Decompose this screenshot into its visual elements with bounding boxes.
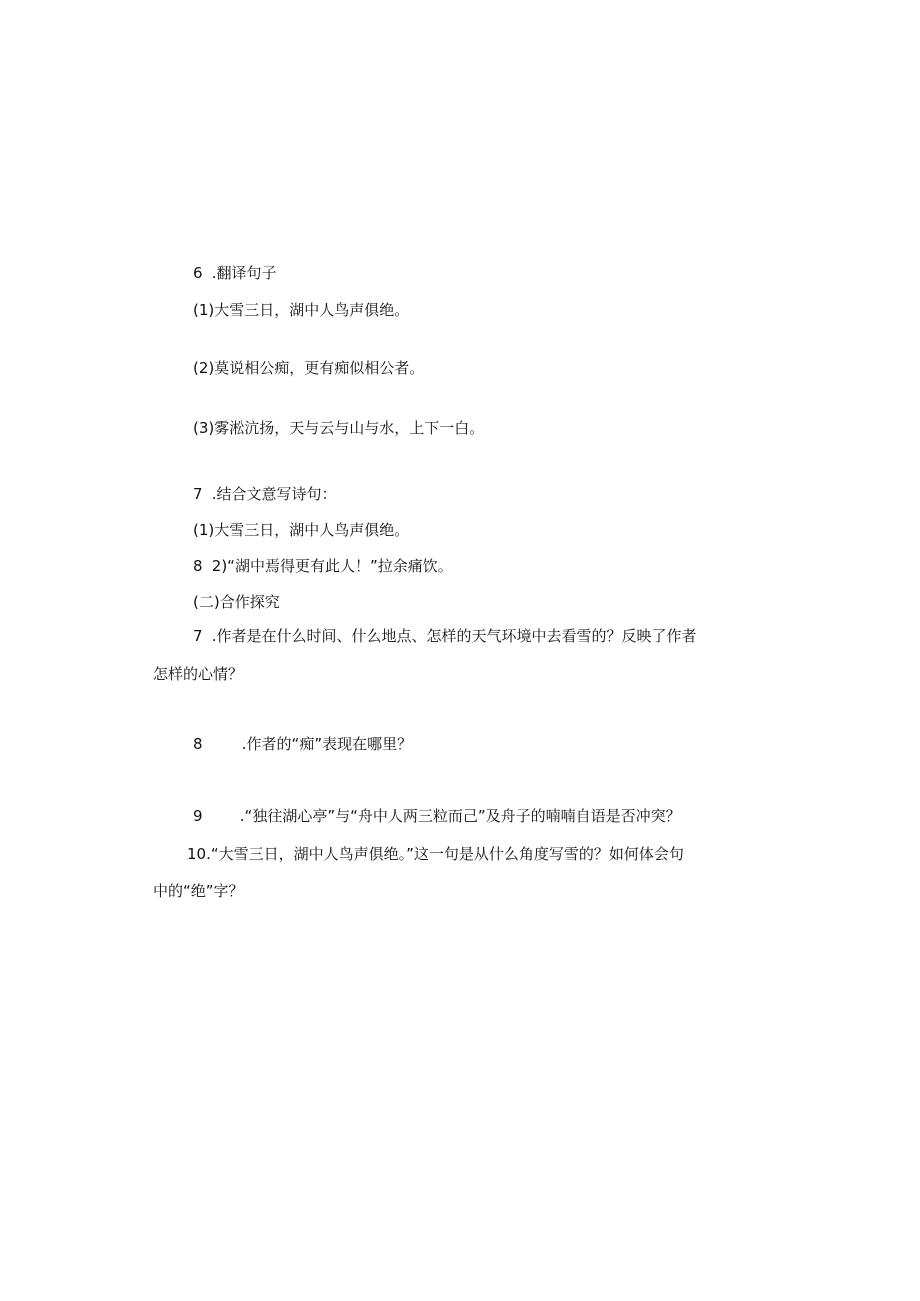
poem-item-1: (1)大雪三日，湖中人鸟声俱绝。 (193, 521, 410, 539)
item-number: 8 (193, 557, 203, 575)
question-title: .结合文意写诗句： (211, 485, 337, 503)
explore-question-9 (193, 806, 681, 826)
question-text: .作者的“痴”表现在哪里？ (241, 735, 413, 753)
explore-question-7-continued: 怎样的心情？ (153, 665, 244, 683)
question-number: 6 (193, 264, 203, 282)
question-text: .“独往湖心亭”与“舟中人两三粒而己”及舟子的喃喃自语是否冲突？ (239, 807, 681, 825)
section-heading: (二)合作探究 (193, 593, 280, 611)
question-text: .作者是在什么时间、什么地点、怎样的天气环境中去看雪的？反映了作者 (211, 627, 697, 645)
question-number: 7 (193, 627, 203, 645)
question-title: .翻译句子 (211, 264, 277, 282)
question-number: 8 (193, 735, 203, 753)
poem-item-2 (193, 556, 453, 576)
translate-item-3: (3)雾淞沆扬，天与云与山与水，上下一白。 (193, 419, 485, 437)
translate-item-2: (2)莫说相公痴，更有痴似相公者。 (193, 359, 425, 377)
explore-question-7 (193, 626, 697, 646)
question-7-heading (193, 484, 337, 504)
explore-question-10: 10.“大雪三日，湖中人鸟声俱绝。”这一句是从什么角度写雪的？如何体会句 (187, 845, 684, 863)
question-number: 9 (193, 807, 203, 825)
explore-question-10-continued: 中的“绝”字？ (153, 882, 244, 900)
question-6-heading (193, 263, 277, 283)
explore-question-8 (193, 734, 412, 754)
question-number: 7 (193, 485, 203, 503)
translate-item-1: (1)大雪三日，湖中人鸟声俱绝。 (193, 301, 410, 319)
item-text: 2)“湖中焉得更有此人！”拉余痛饮。 (211, 557, 453, 575)
